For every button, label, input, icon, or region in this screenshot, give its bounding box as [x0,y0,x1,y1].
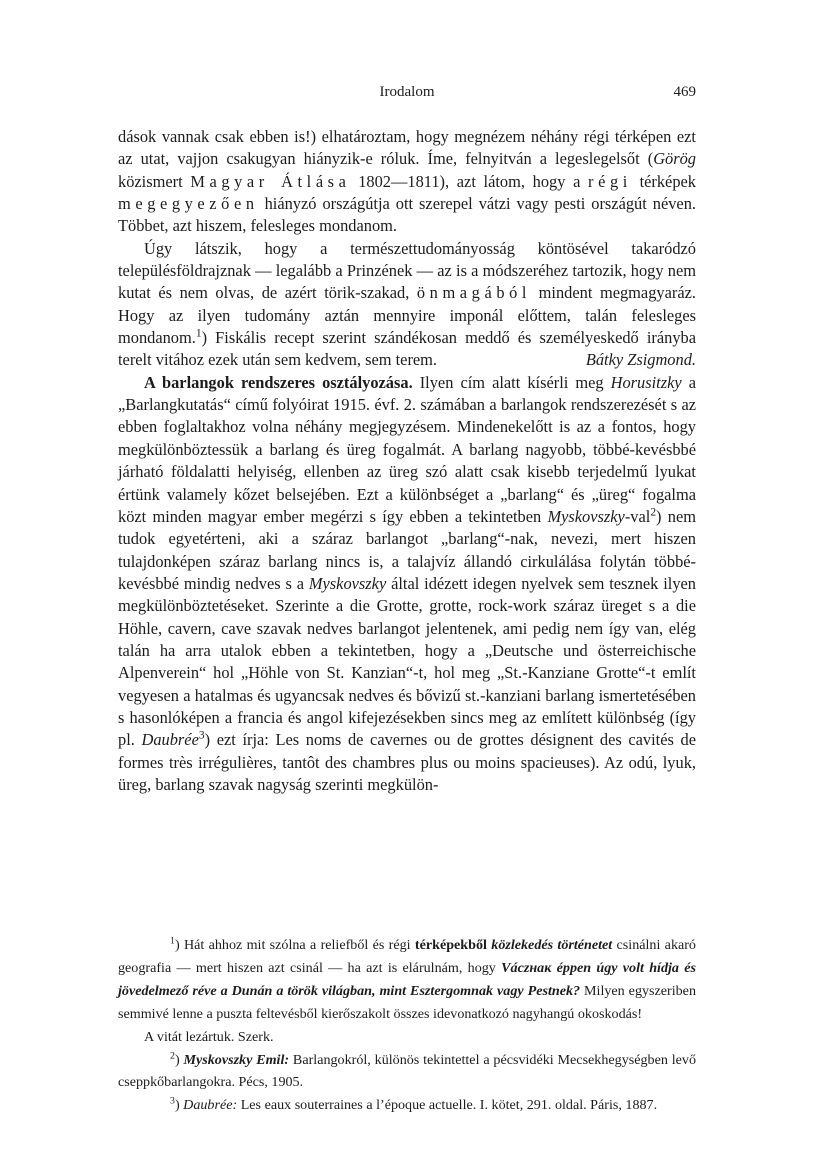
footnote-2: $^2$) Myskovszky Emil: Barlangokról, különös tekintettel a pécsvidéki Mecsekhegységben levő cseppkőbarlangokra. Pécs, 1905. [118,1049,696,1091]
article-title: A barlangok rendszeres osztályozása. [144,372,413,392]
article-cave-classification: A barlangok rendszeres osztályozása. Ilyen cím alatt kísérli meg Horusitzky a „Barlangkutatás“ című folyóirat 1915. évf. 2. számában a barlangok rendszerezését s az ebben foglaltakhoz volna néhány megjegyzésem. Mindenekelőtt is az a fontos, hogy megkülönböztessük a barlang és üreg fogalmát. A barlang nagyobb, többé-kevésbbé járható földalatti helyiség, ellenben az üreg szó alatt csak kisebb terjedelmű lyukat értünk valamely kőzet belsejében. Ezt a különbséget a „barlang“ és „üreg“ fogalma közt minden magyar ember megérzi s így ebben a tekintetben Myskovszky-val$^2$) nem tudok egyetérteni, aki a száraz barlangot „barlang“-nak, nevezi, mert hiszen tulajdonképen száraz barlang nincs is, a talajvíz állandó cirkulálása folytán többé-kevésbbé mindig nedves s a Myskovszky által idézett idegen nyelvek sem tesznek ilyen megkülönböztetéseket. Szerinte a die Grotte, grotte, rock-work száraz üreget s a die Höhle, cavern, cave szavak nedves barlangot jelentenek, ami pedig nem így van, elég talán ha arra utalok ebben a tekintetben, hogy a „Deutsche und österreichische Alpenverein“ hol „Höhle von St. Kanzian“-t, hol meg „St.-Kanziane Grotte“-t említ vegyesen a hatalmas és ugyancsak nedves és bővizű st.-kanziani barlang ismertetésében s hasonlóképen a francia és angol kifejezésekben sincs meg az említett különbség (így pl. Daubrée$^3$) ezt írja: Les noms de cavernes ou de grottes désignent des cavités de formes très irrégulières, tantôt des chambres plus ou moins spacieuses). Az odú, lyuk, üreg, barlang szavak nagyság szerinti megkülön- [118,372,696,794]
page-number: 469 [673,84,696,100]
footnote-ref-2: 2 [650,506,657,519]
footnote-3: $^3$) Daubrée: Les eaux souterraines a l’époque actuelle. I. kötet, 291. oldal. Páris, 1887. [170,1095,658,1114]
footnote-ref-1: 1 [195,327,202,340]
editor-note: A vitát lezártuk. Szerk. [144,1028,274,1045]
footnote-1: $^1$) Hát ahhoz mit szólna a reliefből és régi térképekből közlekedés történetet csinálni akaró geografia — mert hiszen azt csinál — ha azt is elárulnám, hogy Váczнак éppen úgy volt hídja és jövedelmező réve a Dunán a török világban, mint Esztergomnak vagy Pestnek? Milyen egyszeriben semmivé lenne a puszta feltevésből kierőszakolt összes idevonatkozó nagyhangú okoskodás! [118,935,697,1022]
paragraph-reply: Úgy látszik, hogy a természettudományosság köntösével takaródzó településföldrajznak — legalább a Prinzének — az is a módszeréhez tartozik, hogy nem kutat és nem olvas, de azért törik-szakad, önmagából mindent megmagyaráz. Hogy az ilyen tudomány aztán mennyire imponál előttem, talán felesleges mondanom.$^1$) Fiskális recept szerint szándékosan meddő és személyeskedő irányba terelt vitához ezek után sem kedvem, sem terem. Bátky Zsigmond. [118,238,696,372]
footnote-ref-3: 3 [198,729,205,742]
footnotes [118,934,696,1117]
main-text [118,126,696,796]
paragraph-continued: dások vannak csak ebben is!) elhatároztam, hogy megnézem néhány régi térképen ezt az utat, vajjon csakugyan hiányzik-e róluk. Íme, felnyitván a legeslegelsőt (Görög közismert Magyar Átlása 1802—1811), azt látom, hogy a régi térképek megegyezően hiányzó országútja ott szerepel vátzi vagy pesti országút néven. Többet, azt hiszem, felesleges mondanom. [118,127,696,236]
running-header [118,84,696,106]
running-title: Irodalom [379,84,435,100]
author-signature: Bátky Zsigmond. [585,350,696,370]
